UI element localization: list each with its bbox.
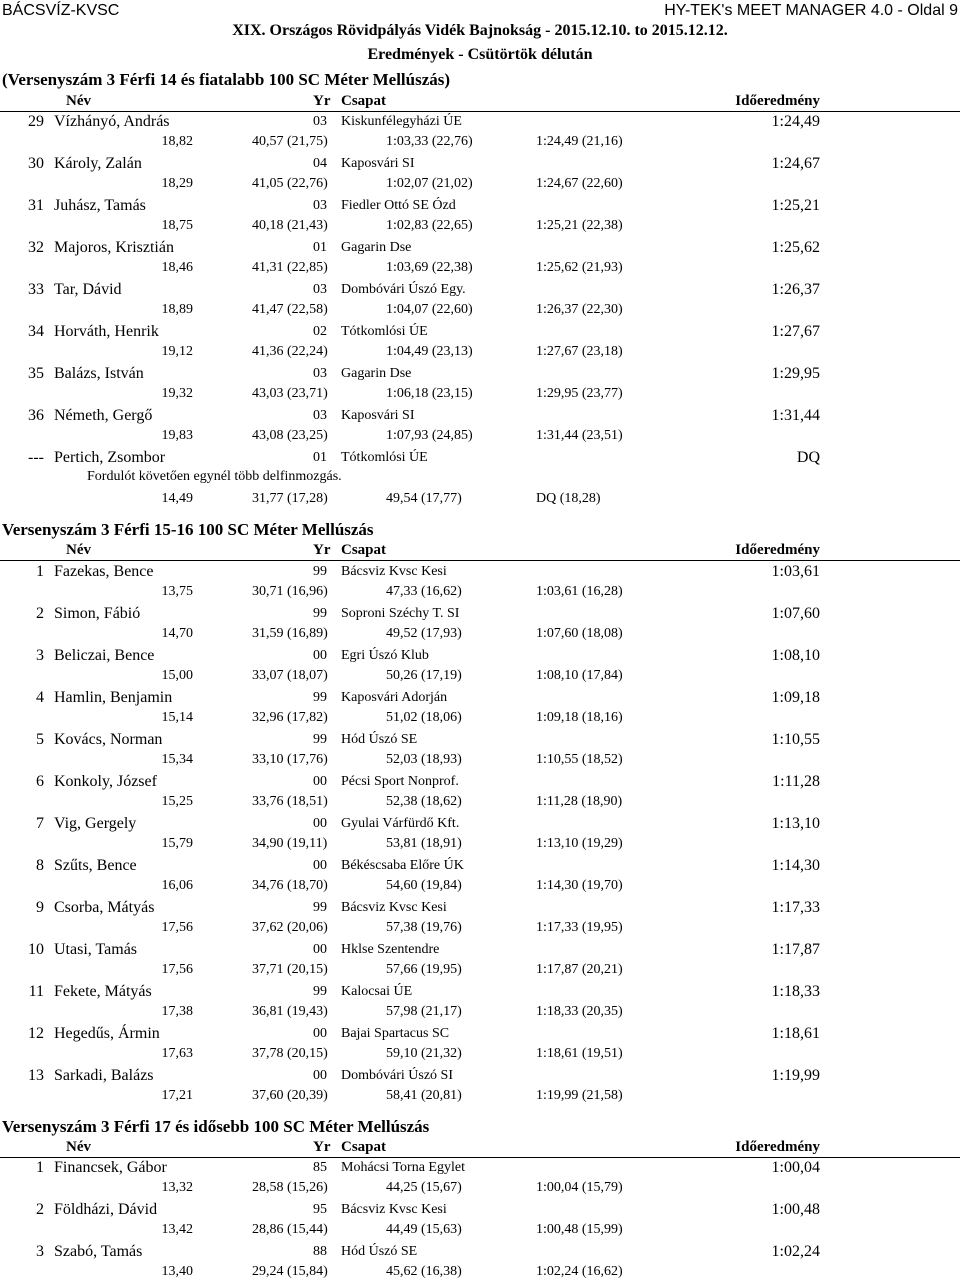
split-50: 13,75	[161, 584, 193, 599]
split-150: 1:03,33 (22,76)	[386, 134, 473, 149]
athlete-yr: 85	[313, 1160, 327, 1175]
split-200: 1:00,04 (15,79)	[536, 1180, 623, 1195]
athlete-team: Békéscsaba Előre ÚK	[341, 858, 464, 873]
athlete-name: Földházi, Dávid	[54, 1201, 158, 1218]
result-place: 3	[36, 647, 44, 664]
athlete-yr: 03	[313, 198, 327, 213]
result-place: 1	[36, 1159, 44, 1176]
athlete-yr: 03	[313, 114, 327, 129]
athlete-team: Gagarin Dse	[341, 366, 412, 381]
result-time: 1:07,60	[771, 605, 820, 622]
event-title: Versenyszám 3 Férfi 17 és idősebb 100 SC Méter Mellúszás	[2, 1117, 430, 1136]
athlete-yr: 95	[313, 1202, 327, 1217]
athlete-yr: 00	[313, 858, 327, 873]
header-rule	[0, 111, 960, 112]
split-200: 1:25,21 (22,38)	[536, 218, 623, 233]
split-150: 1:07,93 (24,85)	[386, 428, 473, 443]
split-50: 19,83	[161, 428, 193, 443]
result-place: 4	[36, 689, 44, 706]
result-place: 33	[28, 281, 44, 298]
split-50: 17,56	[161, 962, 193, 977]
result-time: 1:27,67	[771, 323, 820, 340]
split-150: 1:02,83 (22,65)	[386, 218, 473, 233]
result-time: 1:26,37	[771, 281, 820, 298]
split-100: 43,03 (23,71)	[252, 386, 328, 401]
athlete-name: Simon, Fábió	[54, 605, 141, 622]
split-50: 14,70	[161, 626, 193, 641]
split-150: 44,49 (15,63)	[386, 1222, 462, 1237]
athlete-name: Hamlin, Benjamin	[54, 689, 173, 706]
split-50: 14,49	[161, 491, 193, 506]
split-100: 31,77 (17,28)	[252, 491, 328, 506]
split-150: 57,98 (21,17)	[386, 1004, 462, 1019]
athlete-yr: 99	[313, 606, 327, 621]
result-time: 1:25,21	[771, 197, 820, 214]
athlete-yr: 04	[313, 156, 327, 171]
result-place: 5	[36, 731, 44, 748]
athlete-yr: 00	[313, 1026, 327, 1041]
split-150: 52,03 (18,93)	[386, 752, 462, 767]
split-100: 34,76 (18,70)	[252, 878, 328, 893]
split-100: 33,76 (18,51)	[252, 794, 328, 809]
athlete-team: Gyulai Várfürdő Kft.	[341, 816, 460, 831]
athlete-name: Tar, Dávid	[54, 281, 122, 298]
split-50: 15,00	[161, 668, 193, 683]
split-150: 44,25 (15,67)	[386, 1180, 462, 1195]
athlete-yr: 02	[313, 324, 327, 339]
result-time: DQ	[796, 449, 820, 466]
result-place: 34	[28, 323, 44, 340]
split-150: 52,38 (18,62)	[386, 794, 462, 809]
result-place: 10	[28, 941, 44, 958]
athlete-team: Hód Úszó SE	[341, 1244, 418, 1259]
split-200: 1:14,30 (19,70)	[536, 878, 623, 893]
split-100: 37,71 (20,15)	[252, 962, 328, 977]
result-time: 1:18,61	[771, 1025, 820, 1042]
result-place: 9	[36, 899, 44, 916]
split-50: 15,14	[161, 710, 193, 725]
split-100: 28,58 (15,26)	[252, 1180, 328, 1195]
athlete-name: Sarkadi, Balázs	[54, 1067, 154, 1084]
split-100: 33,10 (17,76)	[252, 752, 328, 767]
athlete-name: Németh, Gergő	[54, 407, 153, 424]
split-50: 18,75	[161, 218, 193, 233]
event-title: (Versenyszám 3 Férfi 14 és fiatalabb 100 SC Méter Mellúszás)	[2, 70, 451, 89]
split-50: 16,06	[161, 878, 193, 893]
column-header-time: Időeredmény	[735, 1139, 820, 1155]
software-page-label: HY-TEK's MEET MANAGER 4.0 - Oldal 9	[664, 2, 958, 19]
athlete-name: Kovács, Norman	[54, 731, 163, 748]
result-time: 1:08,10	[771, 647, 820, 664]
athlete-team: Bácsviz Kvsc Kesi	[341, 564, 447, 579]
split-150: 45,62 (16,38)	[386, 1264, 462, 1279]
result-place: 2	[36, 1201, 44, 1218]
split-50: 17,56	[161, 920, 193, 935]
result-place: 13	[28, 1067, 44, 1084]
split-100: 32,96 (17,82)	[252, 710, 328, 725]
athlete-name: Balázs, István	[54, 365, 144, 382]
split-150: 1:04,07 (22,60)	[386, 302, 473, 317]
athlete-team: Pécsi Sport Nonprof.	[341, 774, 459, 789]
athlete-name: Juhász, Tamás	[54, 197, 146, 214]
split-200: 1:18,33 (20,35)	[536, 1004, 623, 1019]
athlete-yr: 03	[313, 408, 327, 423]
result-place: 36	[28, 407, 44, 424]
split-100: 31,59 (16,89)	[252, 626, 328, 641]
athlete-name: Utasi, Tamás	[54, 941, 138, 958]
result-time: 1:03,61	[771, 563, 820, 580]
split-50: 18,29	[161, 176, 193, 191]
athlete-team: Fiedler Ottó SE Ózd	[341, 198, 456, 213]
split-150: 1:04,49 (23,13)	[386, 344, 473, 359]
split-200: 1:26,37 (22,30)	[536, 302, 623, 317]
split-50: 18,82	[161, 134, 193, 149]
result-place: 8	[36, 857, 44, 874]
column-header-yr: Yr	[313, 1139, 331, 1155]
split-200: 1:10,55 (18,52)	[536, 752, 623, 767]
split-100: 37,62 (20,06)	[252, 920, 328, 935]
column-header-name: Név	[66, 542, 91, 558]
result-time: 1:25,62	[771, 239, 820, 256]
split-50: 18,46	[161, 260, 193, 275]
result-place: ---	[28, 449, 44, 466]
split-50: 18,89	[161, 302, 193, 317]
split-100: 36,81 (19,43)	[252, 1004, 328, 1019]
result-place: 6	[36, 773, 44, 790]
split-100: 37,60 (20,39)	[252, 1088, 328, 1103]
split-100: 40,18 (21,43)	[252, 218, 328, 233]
split-150: 47,33 (16,62)	[386, 584, 462, 599]
split-50: 15,25	[161, 794, 193, 809]
athlete-team: Tótkomlósi ÚE	[341, 450, 428, 465]
split-150: 57,38 (19,76)	[386, 920, 462, 935]
column-header-yr: Yr	[313, 542, 331, 558]
split-200: 1:11,28 (18,90)	[536, 794, 623, 809]
result-place: 3	[36, 1243, 44, 1260]
split-200: 1:25,62 (21,93)	[536, 260, 623, 275]
result-time: 1:13,10	[771, 815, 820, 832]
split-200: 1:18,61 (19,51)	[536, 1046, 623, 1061]
result-place: 2	[36, 605, 44, 622]
split-200: 1:13,10 (19,29)	[536, 836, 623, 851]
split-100: 33,07 (18,07)	[252, 668, 328, 683]
column-header-time: Időeredmény	[735, 93, 820, 109]
split-100: 41,05 (22,76)	[252, 176, 328, 191]
split-100: 28,86 (15,44)	[252, 1222, 328, 1237]
result-place: 11	[28, 983, 44, 1000]
athlete-team: Kiskunfélegyházi ÚE	[341, 114, 462, 129]
split-150: 53,81 (18,91)	[386, 836, 462, 851]
athlete-yr: 03	[313, 282, 327, 297]
athlete-yr: 99	[313, 564, 327, 579]
split-100: 43,08 (23,25)	[252, 428, 328, 443]
athlete-yr: 99	[313, 984, 327, 999]
split-50: 17,63	[161, 1046, 193, 1061]
meet-title: XIX. Országos Rövidpályás Vidék Bajnokság - 2015.12.10. to 2015.12.12.	[232, 22, 728, 39]
split-150: 1:02,07 (21,02)	[386, 176, 473, 191]
athlete-yr: 99	[313, 900, 327, 915]
split-200: 1:02,24 (16,62)	[536, 1264, 623, 1279]
athlete-team: Kaposvári SI	[341, 408, 415, 423]
athlete-team: Bácsviz Kvsc Kesi	[341, 900, 447, 915]
split-150: 50,26 (17,19)	[386, 668, 462, 683]
split-150: 54,60 (19,84)	[386, 878, 462, 893]
athlete-name: Vízhányó, András	[54, 113, 170, 130]
split-150: 49,52 (17,93)	[386, 626, 462, 641]
athlete-name: Szabó, Tamás	[54, 1243, 143, 1260]
athlete-name: Hegedűs, Ármin	[54, 1025, 160, 1042]
split-200: 1:31,44 (23,51)	[536, 428, 623, 443]
split-200: 1:07,60 (18,08)	[536, 626, 623, 641]
athlete-yr: 03	[313, 366, 327, 381]
split-50: 15,79	[161, 836, 193, 851]
athlete-yr: 00	[313, 774, 327, 789]
split-50: 17,38	[161, 1004, 193, 1019]
athlete-name: Horváth, Henrik	[54, 323, 159, 340]
athlete-yr: 88	[313, 1244, 327, 1259]
dq-reason: Fordulót követően egynél több delfinmozgás.	[87, 469, 342, 484]
split-100: 34,90 (19,11)	[252, 836, 328, 851]
athlete-name: Károly, Zalán	[54, 155, 142, 172]
split-150: 51,02 (18,06)	[386, 710, 462, 725]
split-150: 1:03,69 (22,38)	[386, 260, 473, 275]
split-200: 1:17,33 (19,95)	[536, 920, 623, 935]
athlete-name: Financsek, Gábor	[54, 1159, 167, 1176]
split-50: 19,32	[161, 386, 193, 401]
athlete-yr: 01	[313, 450, 327, 465]
athlete-team: Bácsviz Kvsc Kesi	[341, 1202, 447, 1217]
athlete-team: Gagarin Dse	[341, 240, 412, 255]
split-150: 58,41 (20,81)	[386, 1088, 462, 1103]
athlete-team: Mohácsi Torna Egylet	[341, 1160, 465, 1175]
result-time: 1:31,44	[771, 407, 820, 424]
split-100: 41,36 (22,24)	[252, 344, 328, 359]
athlete-team: Egri Úszó Klub	[341, 648, 429, 663]
athlete-name: Konkoly, József	[54, 773, 157, 790]
athlete-team: Kaposvári SI	[341, 156, 415, 171]
athlete-yr: 99	[313, 690, 327, 705]
athlete-team: Hód Úszó SE	[341, 732, 418, 747]
result-time: 1:10,55	[771, 731, 820, 748]
session-title: Eredmények - Csütörtök délután	[367, 46, 593, 63]
result-time: 1:29,95	[771, 365, 820, 382]
column-header-team: Csapat	[341, 93, 387, 109]
split-200: 1:08,10 (17,84)	[536, 668, 623, 683]
athlete-team: Kalocsai ÚE	[341, 984, 413, 999]
athlete-yr: 99	[313, 732, 327, 747]
result-place: 7	[36, 815, 44, 832]
athlete-yr: 01	[313, 240, 327, 255]
split-100: 30,71 (16,96)	[252, 584, 328, 599]
athlete-team: Dombóvári Úszó SI	[341, 1068, 453, 1083]
column-header-team: Csapat	[341, 1139, 387, 1155]
split-150: 1:06,18 (23,15)	[386, 386, 473, 401]
split-200: DQ (18,28)	[536, 491, 601, 506]
split-200: 1:24,67 (22,60)	[536, 176, 623, 191]
athlete-name: Pertich, Zsombor	[54, 449, 166, 466]
athlete-yr: 00	[313, 816, 327, 831]
athlete-name: Fazekas, Bence	[54, 563, 154, 580]
split-200: 1:27,67 (23,18)	[536, 344, 623, 359]
result-time: 1:24,67	[771, 155, 820, 172]
athlete-yr: 00	[313, 648, 327, 663]
athlete-team: Dombóvári Úszó Egy.	[341, 282, 466, 297]
split-100: 29,24 (15,84)	[252, 1264, 328, 1279]
result-time: 1:00,04	[771, 1159, 820, 1176]
result-time: 1:17,33	[771, 899, 820, 916]
split-200: 1:00,48 (15,99)	[536, 1222, 623, 1237]
split-150: 59,10 (21,32)	[386, 1046, 462, 1061]
split-50: 13,32	[161, 1180, 193, 1195]
result-time: 1:11,28	[772, 773, 820, 790]
split-100: 41,47 (22,58)	[252, 302, 328, 317]
athlete-team: Bajai Spartacus SC	[341, 1026, 450, 1041]
result-place: 30	[28, 155, 44, 172]
meet-host-label: BÁCSVÍZ-KVSC	[2, 2, 120, 19]
split-200: 1:03,61 (16,28)	[536, 584, 623, 599]
result-time: 1:18,33	[771, 983, 820, 1000]
athlete-yr: 00	[313, 1068, 327, 1083]
result-time: 1:00,48	[771, 1201, 820, 1218]
split-100: 37,78 (20,15)	[252, 1046, 328, 1061]
athlete-name: Majoros, Krisztián	[54, 239, 174, 256]
split-200: 1:19,99 (21,58)	[536, 1088, 623, 1103]
result-place: 35	[28, 365, 44, 382]
split-50: 13,40	[161, 1264, 193, 1279]
split-150: 49,54 (17,77)	[386, 491, 462, 506]
split-50: 15,34	[161, 752, 193, 767]
result-time: 1:02,24	[771, 1243, 820, 1260]
result-time: 1:24,49	[771, 113, 820, 130]
athlete-yr: 00	[313, 942, 327, 957]
athlete-name: Beliczai, Bence	[54, 647, 155, 664]
column-header-name: Név	[66, 93, 91, 109]
header-rule	[0, 1157, 960, 1158]
athlete-name: Vig, Gergely	[54, 815, 137, 832]
split-150: 57,66 (19,95)	[386, 962, 462, 977]
result-place: 32	[28, 239, 44, 256]
split-200: 1:24,49 (21,16)	[536, 134, 623, 149]
result-time: 1:17,87	[771, 941, 820, 958]
result-place: 12	[28, 1025, 44, 1042]
split-200: 1:17,87 (20,21)	[536, 962, 623, 977]
split-200: 1:29,95 (23,77)	[536, 386, 623, 401]
column-header-team: Csapat	[341, 542, 387, 558]
split-50: 19,12	[161, 344, 193, 359]
athlete-team: Hklse Szentendre	[341, 942, 440, 957]
column-header-time: Időeredmény	[735, 542, 820, 558]
athlete-name: Fekete, Mátyás	[54, 983, 152, 1000]
result-time: 1:14,30	[771, 857, 820, 874]
split-50: 17,21	[161, 1088, 193, 1103]
split-100: 40,57 (21,75)	[252, 134, 328, 149]
split-100: 41,31 (22,85)	[252, 260, 328, 275]
header-rule	[0, 560, 960, 561]
column-header-name: Név	[66, 1139, 91, 1155]
result-time: 1:09,18	[771, 689, 820, 706]
athlete-team: Kaposvári Adorján	[341, 690, 448, 705]
result-place: 31	[28, 197, 44, 214]
athlete-name: Csorba, Mátyás	[54, 899, 155, 916]
result-time: 1:19,99	[771, 1067, 820, 1084]
column-header-yr: Yr	[313, 93, 331, 109]
athlete-name: Szűts, Bence	[54, 857, 137, 874]
event-title: Versenyszám 3 Férfi 15-16 100 SC Méter Mellúszás	[2, 520, 374, 539]
result-place: 29	[28, 113, 44, 130]
split-50: 13,42	[161, 1222, 193, 1237]
athlete-team: Tótkomlósi ÚE	[341, 324, 428, 339]
result-place: 1	[36, 563, 44, 580]
split-200: 1:09,18 (18,16)	[536, 710, 623, 725]
athlete-team: Soproni Széchy T. SI	[341, 606, 460, 621]
